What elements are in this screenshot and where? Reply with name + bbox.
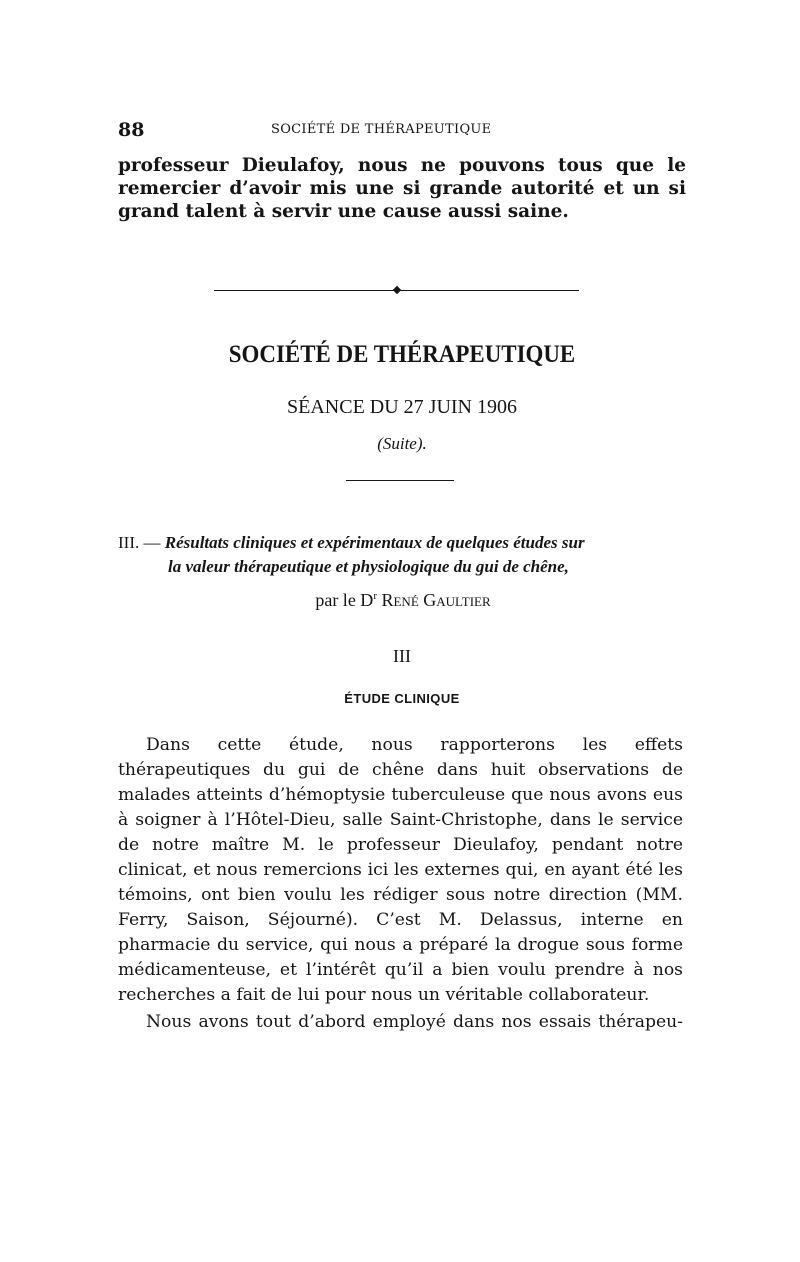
running-head xyxy=(118,118,688,142)
body-paragraph: Dans cette étude, nous rapporterons les effets thérapeutiques du gui de chêne dans huit observations de malades atteints d’hémoptysie tuberculeuse que nous avons eus à soigner à l’Hôtel-Dieu, salle Saint-Christophe, dans le service de notre maître M. le professeur Dieulafoy, pendant notre clinicat, et nous remercions ici les externes qui, en ayant été les témoins, ont bien voulu les rédiger sous notre direction (MM. Ferry, Saison, Séjourné). C’est M. Delassus, interne en pharmacie du service, qui nous a préparé la drogue sous forme médicamenteuse, et l’intérêt qu’il a bien voulu prendre à nos recherches a fait de lui pour nous un véritable collaborateur. xyxy=(118,735,683,1005)
section-title: ÉTUDE CLINIQUE xyxy=(344,691,460,706)
short-rule xyxy=(346,480,454,481)
article-number: III. — xyxy=(118,533,161,552)
article-author xyxy=(118,588,688,612)
continued-label: (Suite). xyxy=(377,434,427,453)
page-number: 88 xyxy=(118,119,145,141)
author-prefix-superscript: r xyxy=(373,590,377,602)
separator-ornament xyxy=(393,286,401,294)
article-title-line-1 xyxy=(118,532,585,554)
article-title-line-2: la valeur thérapeutique et physiologique du gui de chêne, xyxy=(168,557,569,576)
final-line: Nous avons tout d’abord employé dans nos essais thérapeu- xyxy=(146,1012,683,1032)
society-title: SOCIÉTÉ DE THÉRAPEUTIQUE xyxy=(228,339,576,368)
author-name: René Gaultier xyxy=(381,590,491,610)
carryover-paragraph: professeur Dieulafoy, nous ne pouvons tous que le remercier d’avoir mis une si grande autorité et un si grand talent à servir une cause aussi saine. xyxy=(118,155,686,222)
section-number: III xyxy=(393,646,411,666)
session-date: SÉANCE DU 27 JUIN 1906 xyxy=(287,396,517,418)
article-title-part-1: Résultats cliniques et expérimentaux de quelques études sur xyxy=(164,533,585,552)
author-prefix: par le D xyxy=(315,590,374,610)
running-title: SOCIÉTÉ DE THÉRAPEUTIQUE xyxy=(271,122,492,137)
